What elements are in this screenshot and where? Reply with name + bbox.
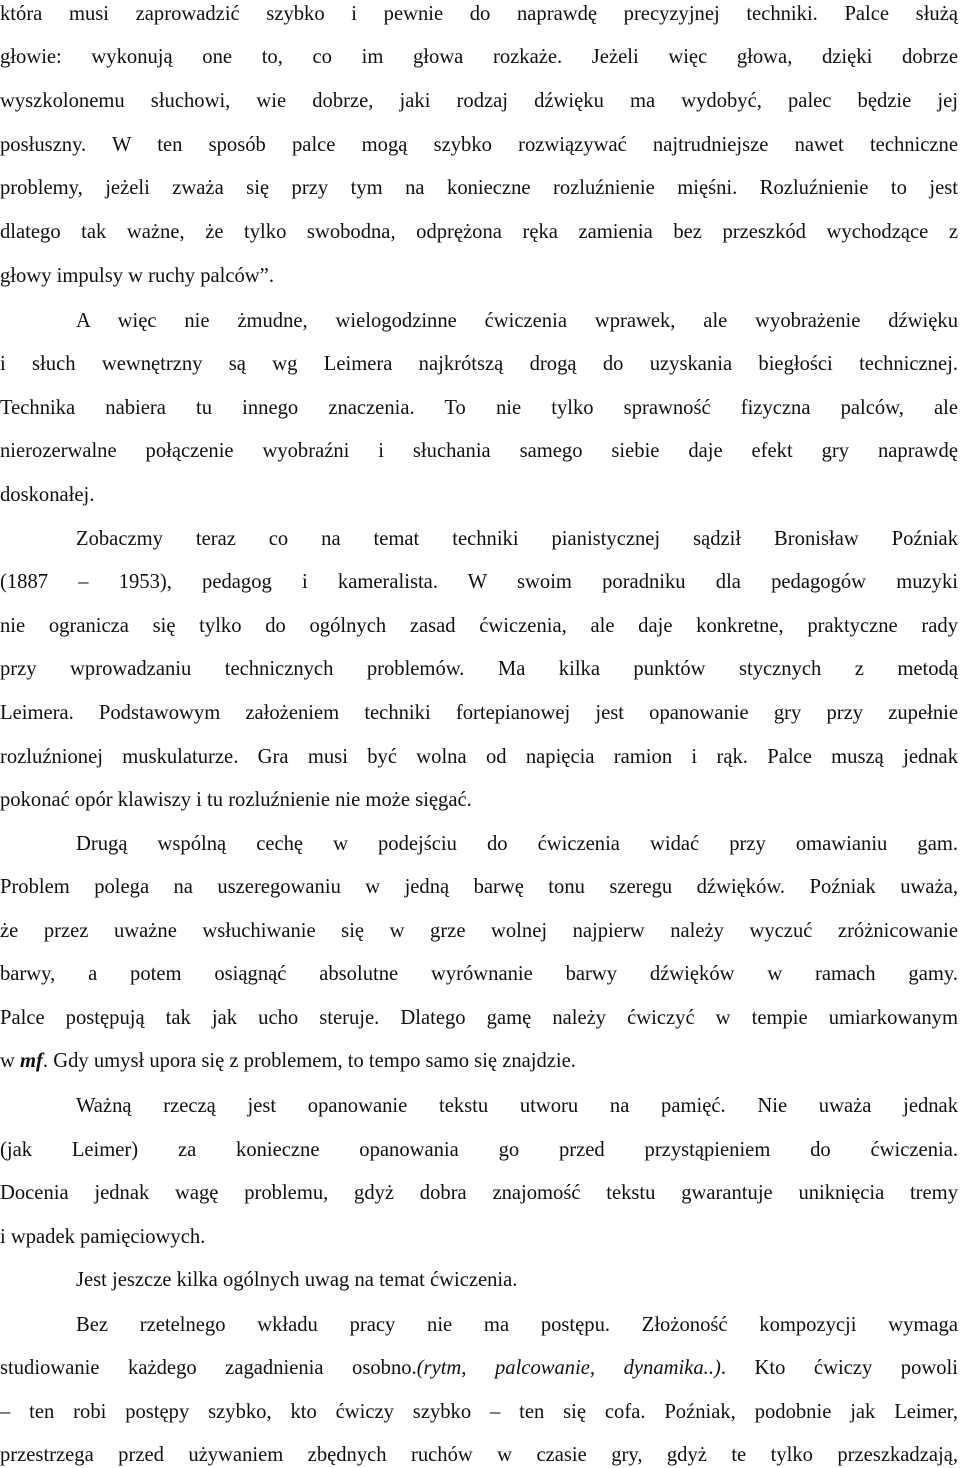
text-line: nie ogranicza się tylko do ogólnych zasad ćwiczenia, ale daje konkretne, praktyczne rady xyxy=(0,615,958,637)
text-line: pokonać opór klawiszy i tu rozluźnienie nie może sięgać. xyxy=(0,789,472,811)
text-line: (jak Leimer) za konieczne opanowania go przed przystąpieniem do ćwiczenia. xyxy=(0,1139,958,1161)
text-line: Docenia jednak wagę problemu, gdyż dobra znajomość tekstu gwarantuje uniknięcia tremy xyxy=(0,1182,958,1204)
text-line: Technika nabiera tu innego znaczenia. To nie tylko sprawność fizyczna palców, ale xyxy=(0,397,958,419)
text-line: Ważną rzeczą jest opanowanie tekstu utworu na pamięć. Nie uważa jednak xyxy=(76,1095,958,1117)
italic-aside: (rytm, palcowanie, dynamika..) xyxy=(416,1357,721,1379)
text-line: głowy impulsy w ruchy palców”. xyxy=(0,265,274,287)
text-line: dlatego tak ważne, że tylko swobodna, odprężona ręka zamienia bez przeszkód wychodzące z xyxy=(0,221,958,243)
text-line: – ten robi postępy szybko, kto ćwiczy szybko – ten się cofa. Poźniak, podobnie jak Leimer, xyxy=(0,1401,958,1423)
text-run: . Gdy umysł upora się z problemem, to tempo samo się znajdzie. xyxy=(42,1050,576,1072)
text-line: Drugą wspólną cechę w podejściu do ćwiczenia widać przy omawianiu gam. xyxy=(76,833,958,855)
text-line: Jest jeszcze kilka ogólnych uwag na temat ćwiczenia. xyxy=(76,1269,518,1291)
text-run: w xyxy=(0,1050,21,1072)
text-line: Leimera. Podstawowym założeniem techniki fortepianowej jest opanowanie gry przy zupełnie xyxy=(0,702,958,724)
dynamic-marking: mf xyxy=(20,1050,43,1072)
text-line xyxy=(0,1356,958,1380)
text-line: wyszkolonemu słuchowi, wie dobrze, jaki rodzaj dźwięku ma wydobyć, palec będzie jej xyxy=(0,90,958,112)
text-line: A więc nie żmudne, wielogodzinne ćwiczenia wprawek, ale wyobrażenie dźwięku xyxy=(76,310,958,332)
text-line: przy wprowadzaniu technicznych problemów. Ma kilka punktów stycznych z metodą xyxy=(0,658,958,680)
text-line: głowie: wykonują one to, co im głowa rozkaże. Jeżeli więc głowa, dzięki dobrze xyxy=(0,46,958,68)
text-line: która musi zaprowadzić szybko i pewnie do naprawdę precyzyjnej techniki. Palce służą xyxy=(0,3,958,25)
text-line: i słuch wewnętrzny są wg Leimera najkrótszą drogą do uzyskania biegłości technicznej. xyxy=(0,353,958,375)
text-line: Palce postępują tak jak ucho steruje. Dlatego gamę należy ćwiczyć w tempie umiarkowanym xyxy=(0,1007,958,1029)
text-line: przestrzega przed używaniem zbędnych ruchów w czasie gry, gdyż te tylko przeszkadzają, xyxy=(0,1444,958,1466)
text-run: studiowanie każdego zagadnienia osobno. xyxy=(0,1357,417,1379)
text-line: Zobaczmy teraz co na temat techniki pianistycznej sądził Bronisław Poźniak xyxy=(76,528,958,550)
text-line: doskonałej. xyxy=(0,484,95,506)
text-line: barwy, a potem osiągnąć absolutne wyrównanie barwy dźwięków w ramach gamy. xyxy=(0,963,958,985)
text-line xyxy=(0,1049,958,1073)
text-line: (1887 – 1953), pedagog i kameralista. W swoim poradniku dla pedagogów muzyki xyxy=(0,571,958,593)
text-line: problemy, jeżeli zważa się przy tym na konieczne rozluźnienie mięśni. Rozluźnienie to jest xyxy=(0,177,958,199)
text-line: Bez rzetelnego wkładu pracy nie ma postępu. Złożoność kompozycji wymaga xyxy=(76,1314,958,1336)
text-run: . Kto ćwiczy powoli xyxy=(720,1357,958,1379)
text-line: nierozerwalne połączenie wyobraźni i słuchania samego siebie daje efekt gry naprawdę xyxy=(0,440,958,462)
text-line: Problem polega na uszeregowaniu w jedną barwę tonu szeregu dźwięków. Poźniak uważa, xyxy=(0,876,958,898)
text-line: że przez uważne wsłuchiwanie się w grze wolnej najpierw należy wyczuć zróżnicowanie xyxy=(0,920,958,942)
text-line: posłuszny. W ten sposób palce mogą szybko rozwiązywać najtrudniejsze nawet techniczne xyxy=(0,134,958,156)
text-line: i wpadek pamięciowych. xyxy=(0,1226,206,1248)
text-line: rozluźnionej muskulaturze. Gra musi być wolna od napięcia ramion i rąk. Palce muszą jednak xyxy=(0,746,958,768)
